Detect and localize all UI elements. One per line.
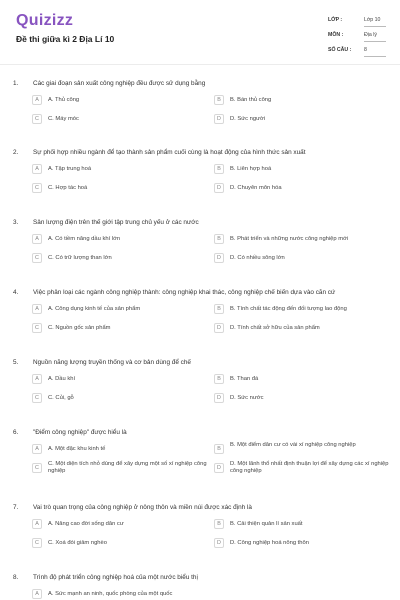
question-8 [0,574,400,600]
meta-count [328,44,386,56]
answer-option-d[interactable] [214,461,389,475]
answer-option-a[interactable] [32,162,197,176]
option-letter-badge: B [214,234,224,244]
option-text: A. Một đặc khu kinh tế [48,445,106,452]
meta-class-value: Lớp 10 [364,17,381,23]
option-letter-badge: A [32,95,42,105]
meta-count-value: 8 [364,47,367,53]
option-letter-badge: D [214,183,224,193]
option-text: D. Tính chất sở hữu của sản phẩm [230,324,320,331]
question-2 [0,149,400,209]
option-letter-badge: D [214,393,224,403]
answer-option-b[interactable] [214,372,389,386]
option-letter-badge: B [214,444,224,454]
option-text: A. Sức mạnh an ninh, quốc phòng của một quốc [48,590,173,597]
option-text: C. Có trữ lượng than lớn [48,254,112,261]
meta-class [328,14,386,26]
option-letter-badge: C [32,538,42,548]
question-number: 3. [13,219,19,226]
option-letter-badge: C [32,253,42,263]
question-number: 1. [13,80,19,87]
answer-option-a[interactable] [32,372,197,386]
meta-count-underline [364,56,386,57]
answer-option-c[interactable] [32,391,197,405]
meta-class-label: LỚP : [328,17,343,23]
option-letter-badge: C [32,463,42,473]
option-letter-badge: C [32,183,42,193]
option-text: B. Liên hợp hoá [230,165,272,172]
question-3 [0,219,400,279]
question-text: Các giai đoạn sản xuất công nghiệp đều được sử dụng bằng [33,80,206,87]
option-text: B. Phát triển và những nước công nghiệp mới [230,235,349,242]
answer-option-a[interactable] [32,517,197,531]
option-letter-badge: D [214,323,224,333]
answer-option-d[interactable] [214,321,389,335]
option-letter-badge: B [214,304,224,314]
option-text: A. Công dụng kinh tế của sản phẩm [48,305,141,312]
question-number: 7. [13,504,19,511]
answer-option-b[interactable] [214,93,389,107]
option-text: A. Có tiềm năng dầu khí lớn [48,235,121,242]
question-text: Việc phân loại các ngành công nghiệp thành: công nghiệp khai thác, công nghiệp chế biến dựa vào căn cứ [33,289,336,296]
question-text: Vai trò quan trọng của công nghiệp ở nông thôn và miền núi được xác định là [33,504,252,511]
meta-class-underline [364,26,386,27]
option-letter-badge: A [32,519,42,529]
option-letter-badge: D [214,114,224,124]
header-divider [0,64,400,65]
option-text: A. Tập trung hoá [48,165,92,172]
option-text: D. Một lãnh thổ nhất định thuận lợi để xây dựng các xí nghiệp công nghiệp [230,461,389,475]
option-letter-badge: C [32,114,42,124]
answer-option-a[interactable] [32,442,197,456]
answer-option-c[interactable] [32,181,197,195]
option-text: C. Nguồn gốc sản phẩm [48,324,111,331]
option-letter-badge: D [214,253,224,263]
answer-option-b[interactable] [214,302,389,316]
option-letter-badge: A [32,444,42,454]
option-letter-badge: A [32,374,42,384]
answer-option-b[interactable] [214,517,389,531]
answer-option-b[interactable] [214,232,389,246]
option-letter-badge: B [214,164,224,174]
answer-option-c[interactable] [32,112,197,126]
question-text: Trình độ phát triển công nghiệp hoá của một nước biểu thị [33,574,198,581]
option-text: D. Sức nước [230,394,264,401]
answer-option-d[interactable] [214,391,389,405]
question-number: 8. [13,574,19,581]
option-letter-badge: A [32,304,42,314]
question-7 [0,504,400,564]
question-text: Sự phối hợp nhiều ngành để tạo thành sản phẩm cuối cùng là hoạt động của hình thức sản xuất [33,149,306,156]
option-letter-badge: C [32,393,42,403]
option-text: B. Cải thiện quản lí sản xuất [230,520,303,527]
option-text: C. Củi, gỗ [48,394,74,401]
option-letter-badge: D [214,463,224,473]
question-text: Sản lượng điện trên thế giới tập trung chủ yếu ở các nước [33,219,199,226]
answer-option-d[interactable] [214,536,389,550]
option-text: D. Sức người [230,115,266,122]
option-text: A. Thủ công [48,96,80,103]
question-text: "Điểm công nghiệp" được hiểu là [33,429,127,436]
answer-option-c[interactable] [32,251,197,265]
meta-subject-value: Địa lý [364,32,377,38]
option-text: D. Chuyên môn hóa [230,184,282,191]
answer-option-a[interactable] [32,587,197,600]
option-letter-badge: A [32,589,42,599]
answer-option-c[interactable] [32,321,197,335]
question-6 [0,429,400,489]
quizizz-logo: Quizizz [16,12,74,29]
question-number: 4. [13,289,19,296]
option-letter-badge: C [32,323,42,333]
answer-option-a[interactable] [32,302,197,316]
answer-option-b[interactable] [214,162,389,176]
option-text: A. Dầu khí [48,375,76,382]
option-text: D. Có nhiều sông lớn [230,254,285,261]
answer-option-d[interactable] [214,251,389,265]
answer-option-a[interactable] [32,232,197,246]
option-text: B. Than đá [230,375,259,382]
question-number: 5. [13,359,19,366]
option-letter-badge: B [214,519,224,529]
answer-option-d[interactable] [214,181,389,195]
option-letter-badge: A [32,234,42,244]
option-text: C. Hợp tác hoá [48,184,88,191]
question-4 [0,289,400,349]
meta-count-label: SỐ CÂU : [328,47,352,53]
option-text: C. Máy móc [48,115,79,122]
option-text: B. Bán thủ công [230,96,272,103]
question-1 [0,80,400,140]
meta-subject-underline [364,41,386,42]
question-text: Nguồn năng lượng truyền thống và cơ bản dùng để chế [33,359,191,366]
option-letter-badge: B [214,374,224,384]
question-number: 6. [13,429,19,436]
page-header [0,0,400,66]
meta-subject-label: MÔN : [328,32,344,38]
answer-option-d[interactable] [214,112,389,126]
question-5 [0,359,400,419]
answer-option-b[interactable] [214,442,389,456]
meta-subject [328,29,386,41]
answer-option-c[interactable] [32,536,197,550]
option-text: B. Tính chất tác động đến đối tượng lao động [230,305,347,312]
option-text: C. Xoá đói giảm nghèo [48,539,107,546]
option-letter-badge: B [214,95,224,105]
option-text: C. Một diện tích nhỏ dùng để xây dựng một số xí nghiệp công nghiệp [48,461,207,475]
question-number: 2. [13,149,19,156]
option-text: D. Công nghiệp hoá nông thôn [230,539,309,546]
answer-option-c[interactable] [32,461,207,475]
answer-option-a[interactable] [32,93,197,107]
option-text: A. Nâng cao đời sống dân cư [48,520,124,527]
option-text: B. Một điểm dân cư có vài xí nghiệp công nghiệp [230,442,356,448]
option-letter-badge: D [214,538,224,548]
option-letter-badge: A [32,164,42,174]
page-title: Đề thi giữa kì 2 Địa Lí 10 [16,34,115,44]
